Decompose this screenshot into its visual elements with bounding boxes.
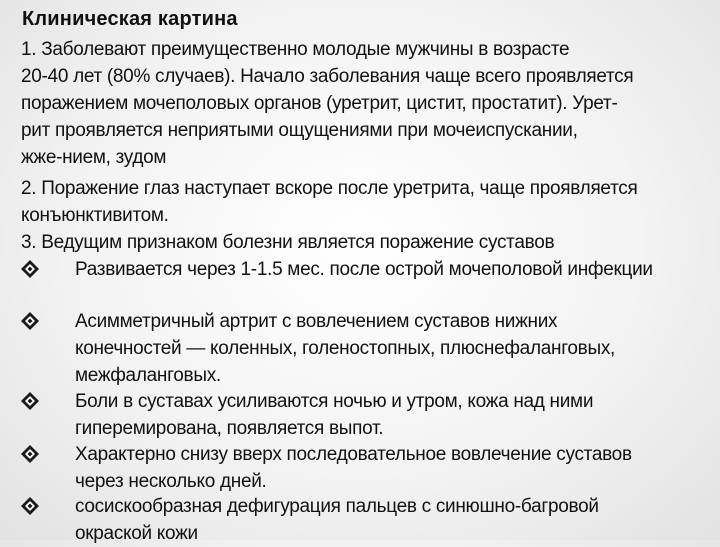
paragraph-2	[21, 175, 711, 229]
bullet-line: гиперемирована, появляется выпот.	[75, 418, 384, 439]
bullet-line: Боли в суставах усиливаются ночью и утром, кожа над ними	[75, 391, 594, 412]
bullet-line: окраской кожи	[75, 523, 198, 544]
diamond-arrow-bullet-icon	[20, 259, 40, 279]
paragraph-line: конъюнктивитом.	[21, 205, 169, 226]
paragraph-1	[21, 36, 711, 171]
bullet-line: Асимметричный артрит с вовлечением суставов нижних	[75, 311, 558, 332]
diamond-arrow-bullet-icon	[20, 311, 40, 331]
bullet-line: межфаланговых.	[75, 365, 221, 386]
paragraph-line: поражением мочеполовых органов (уретрит, цистит, простатит). Урет-	[21, 93, 618, 114]
paragraph-line: 3. Ведущим признаком болезни является поражение суставов	[21, 232, 555, 253]
bullet-item	[20, 388, 710, 442]
paragraph-line: жже-нием, зудом	[21, 147, 167, 168]
bullet-line: сосискообразная дефигурация пальцев с синюшно-багровой	[75, 496, 599, 517]
bullet-line: конечностей — коленных, голеностопных, плюснефаланговых,	[75, 338, 615, 359]
diamond-arrow-bullet-icon	[20, 496, 40, 516]
bullet-item	[20, 493, 710, 547]
slide-title: Клиническая картина	[22, 8, 238, 30]
bullet-line: Характерно снизу вверх последовательное вовлечение суставов	[75, 444, 632, 465]
paragraph-line: 1. Заболевают преимущественно молодые мужчины в возрасте	[21, 39, 570, 60]
bullet-item	[20, 308, 710, 389]
diamond-arrow-bullet-icon	[20, 391, 40, 411]
bullet-item	[20, 441, 710, 495]
paragraph-3	[21, 229, 711, 256]
diamond-arrow-bullet-icon	[20, 444, 40, 464]
paragraph-line: рит проявляется неприятыми ощущениями при мочеиспускании,	[21, 120, 578, 141]
paragraph-line: 2. Поражение глаз наступает вскоре после уретрита, чаще проявляется	[21, 178, 638, 199]
bullet-line: через несколько дней.	[75, 471, 267, 492]
paragraph-line: 20-40 лет (80% случаев). Начало заболевания чаще всего проявляется	[21, 66, 634, 87]
bullet-item	[20, 256, 710, 283]
bullet-line: Развивается через 1-1.5 мес. после острой мочеполовой инфекции	[75, 259, 653, 280]
